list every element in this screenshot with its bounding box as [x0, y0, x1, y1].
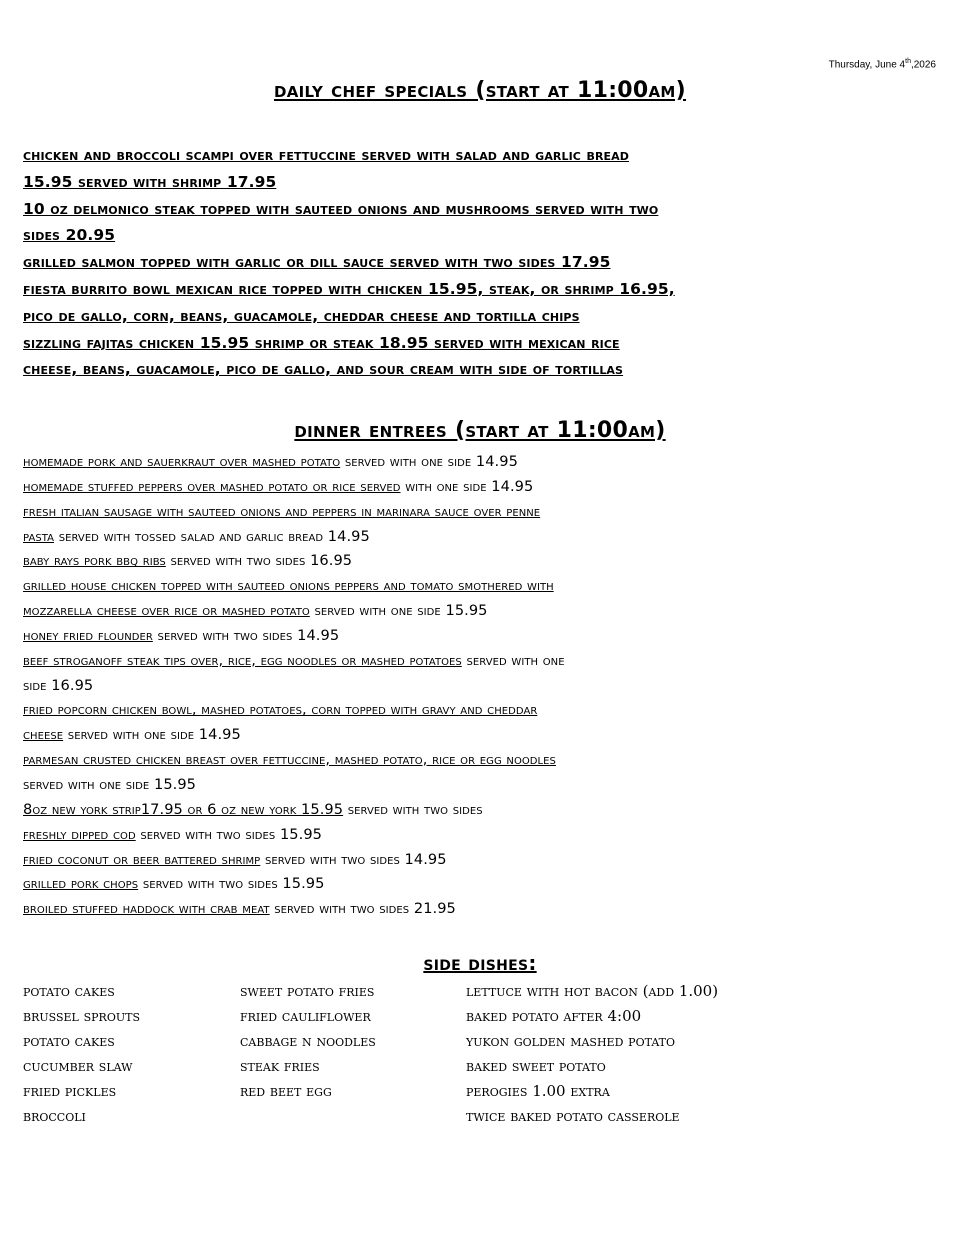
side-item: brussel sprouts — [23, 1007, 140, 1025]
entree-detail: served with one side 15.95 — [309, 602, 488, 620]
entree-detail: served with two sides — [343, 800, 483, 818]
entree-detail: served with two sides 14.95 — [260, 850, 447, 868]
specials-heading: daily chef specials (start at 11:00am) — [273, 78, 687, 103]
entree-line — [23, 773, 938, 798]
entree-line — [23, 500, 938, 525]
entree-name: freshly dipped cod — [23, 825, 136, 843]
entree-line — [23, 525, 938, 550]
specials-line: 10 oz delmonico steak topped with sauteed onions and mushrooms served with two — [23, 199, 659, 218]
entree-line — [23, 848, 938, 873]
entree-name: mozzarella cheese over rice or mashed potato — [23, 602, 310, 620]
entree-detail: served with two sides 15.95 — [135, 825, 322, 843]
entree-detail: served with two sides 14.95 — [152, 626, 340, 644]
entree-name: 8oz new york strip17.95 or 6 oz new york 15.95 — [23, 800, 344, 818]
side-item: twice baked potato casserole — [466, 1107, 680, 1125]
entree-line — [23, 599, 938, 624]
entree-detail: side 16.95 — [23, 676, 94, 694]
entree-line — [23, 475, 938, 500]
entree-detail: served with tossed salad and garlic bread 14.95 — [54, 527, 370, 545]
sides-row — [23, 1029, 938, 1054]
side-item: potato cakes — [23, 1032, 115, 1050]
sides-row — [23, 1079, 938, 1104]
entree-line — [23, 748, 938, 773]
side-item: perogies 1.00 extra — [466, 1082, 610, 1100]
specials-line: pico de gallo, corn, beans, guacamole, cheddar cheese and tortilla chips — [23, 306, 580, 325]
sides-heading: side dishes: — [423, 951, 537, 975]
side-item: sweet potato fries — [240, 982, 375, 1000]
side-item: cabbage n noodles — [240, 1032, 376, 1050]
entree-name: grilled pork chops — [23, 875, 139, 893]
entree-detail: served with two sides 21.95 — [269, 900, 456, 918]
entree-line — [23, 674, 938, 699]
entree-line — [23, 450, 938, 475]
entree-detail: served with two sides 16.95 — [165, 552, 353, 570]
specials-line: grilled salmon topped with garlic or dill sauce served with two sides 17.95 — [23, 253, 611, 272]
side-item: yukon golden mashed potato — [466, 1032, 676, 1050]
side-item: baked sweet potato — [466, 1057, 606, 1075]
sides-row — [23, 1054, 938, 1079]
entree-detail: served with one side 15.95 — [23, 775, 197, 793]
date-ordinal: th — [905, 58, 911, 65]
specials-line: fiesta burrito bowl mexican rice topped with chicken 15.95, steak, or shrimp 16.95, — [23, 279, 675, 298]
entree-line — [23, 624, 938, 649]
side-item: red beet egg — [240, 1082, 332, 1100]
entree-line — [23, 549, 938, 574]
entree-detail: served with one side 14.95 — [340, 453, 518, 470]
entree-name: grilled house chicken topped with sauteed onions peppers and tomato smothered with — [23, 577, 554, 595]
sides-table — [23, 979, 938, 1129]
entree-line — [23, 897, 938, 922]
side-item: lettuce with hot bacon (add 1.00) — [466, 982, 719, 1000]
specials-line: sizzling fajitas chicken 15.95 shrimp or steak 18.95 served with mexican rice — [23, 333, 620, 352]
entree-name: parmesan crusted chicken breast over fettuccine, mashed potato, rice or egg noodles — [23, 751, 556, 769]
date-prefix: Thursday, June 4 — [828, 59, 906, 71]
side-item: fried pickles — [23, 1082, 117, 1100]
specials-line: 15.95 served with shrimp 17.95 — [23, 172, 277, 191]
menu-date — [829, 58, 936, 70]
side-item: steak fries — [240, 1057, 320, 1075]
entree-name: pasta — [23, 527, 55, 545]
entrees-list — [23, 450, 938, 922]
sides-row — [23, 1004, 938, 1029]
entrees-heading: dinner entrees (start at 11:00am) — [294, 418, 666, 443]
entree-name: homemade pork and sauerkraut over mashed potato — [23, 453, 341, 470]
side-item: cucumber slaw — [23, 1057, 133, 1075]
entree-name: beef stroganoff steak tips over, rice, egg noodles or mashed potatoes — [23, 651, 462, 669]
entree-name: fresh italian sausage with sauteed onions and peppers in marinara sauce over penne — [23, 502, 541, 520]
entree-line — [23, 698, 938, 723]
entree-name: honey fried flounder — [23, 626, 153, 644]
entree-line — [23, 823, 938, 848]
entree-line — [23, 574, 938, 599]
entree-line — [23, 723, 938, 748]
entree-line — [23, 798, 938, 823]
specials-list — [23, 142, 938, 383]
sides-row — [23, 1104, 938, 1129]
entree-name: fried popcorn chicken bowl, mashed potatoes, corn topped with gravy and cheddar — [23, 701, 538, 719]
side-item: broccoli — [23, 1107, 86, 1125]
side-item: fried cauliflower — [240, 1007, 371, 1025]
specials-line: chicken and broccoli scampi over fettuccine served with salad and garlic bread — [23, 146, 629, 164]
entree-line — [23, 649, 938, 674]
entree-line — [23, 872, 938, 897]
entree-name: broiled stuffed haddock with crab meat — [23, 900, 270, 918]
entree-name: cheese — [23, 726, 64, 744]
entree-detail: served with two sides 15.95 — [138, 875, 325, 893]
specials-line: cheese, beans, guacamole, pico de gallo, and sour cream with side of tortillas — [23, 360, 624, 379]
entree-name: fried coconut or beer battered shrimp — [23, 850, 261, 868]
side-item: potato cakes — [23, 982, 115, 1000]
entree-detail: served with one side 14.95 — [63, 726, 241, 744]
entree-detail: served with one — [461, 651, 565, 669]
side-item: baked potato after 4:00 — [466, 1007, 642, 1025]
entree-name: baby rays pork bbq ribs — [23, 552, 166, 570]
specials-line: sides 20.95 — [23, 226, 116, 245]
date-suffix: ,2026 — [910, 59, 936, 71]
entree-detail: with one side 14.95 — [400, 477, 534, 495]
entree-name: homemade stuffed peppers over mashed potato or rice served — [23, 477, 401, 495]
sides-row — [23, 979, 938, 1004]
